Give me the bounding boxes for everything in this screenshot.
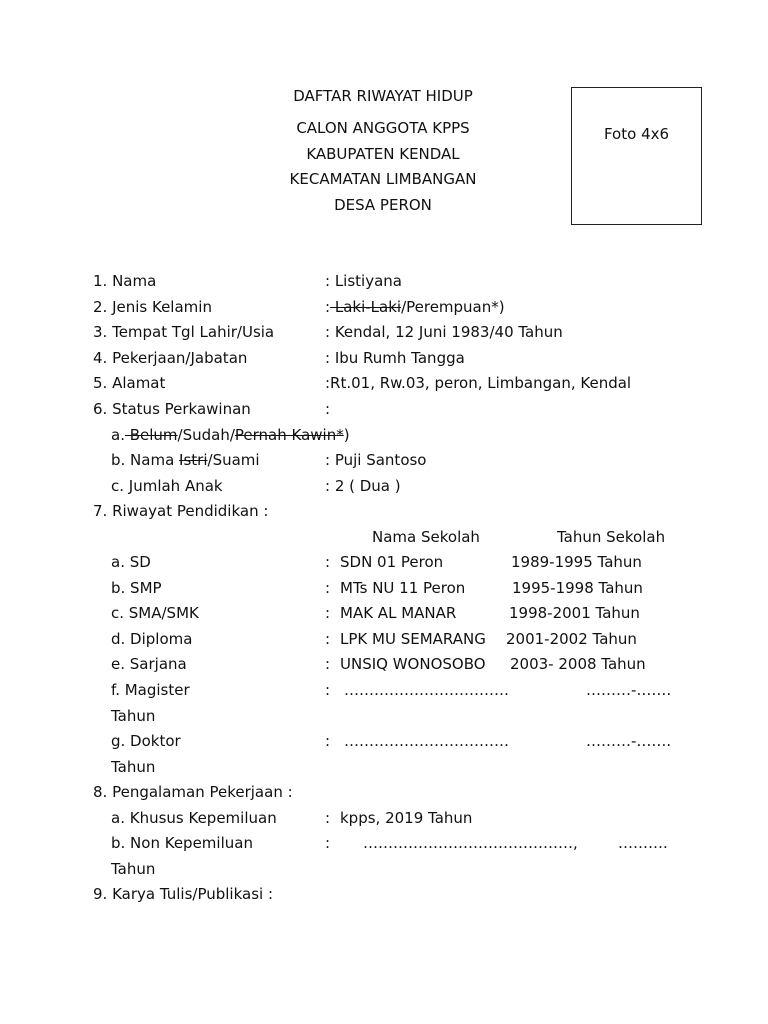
field-jenis-kelamin-value: [325, 298, 505, 316]
status-b-prefix: b. Nama: [111, 451, 180, 469]
publications-heading: 9. Karya Tulis/Publikasi :: [93, 885, 274, 903]
education-row-label: e. Sarjana: [111, 655, 187, 673]
education-row-year: 2001-2002 Tahun: [506, 630, 637, 648]
education-magister-school-blank: ……………………………: [344, 681, 509, 699]
education-row-year: 1998-2001 Tahun: [509, 604, 640, 622]
education-doktor-colon: :: [325, 732, 331, 750]
experience-non-blank: ……………………………………,: [363, 834, 578, 852]
education-row-school: UNSIQ WONOSOBO: [340, 655, 486, 673]
photo-label: Foto 4x6: [603, 125, 670, 143]
education-col-school: Nama Sekolah: [372, 528, 480, 546]
struck-option-pernah-kawin: Pernah Kawin*: [234, 426, 344, 444]
education-row-school: MAK AL MANAR: [340, 604, 457, 622]
education-row-school: SDN 01 Peron: [340, 553, 444, 571]
education-doktor-label: g. Doktor: [111, 732, 181, 750]
doc-subtitle-kpps: CALON ANGGOTA KPPS: [296, 119, 470, 137]
education-row-year: 1995-1998 Tahun: [512, 579, 643, 597]
field-status-b-label: [111, 451, 260, 469]
education-row-label: c. SMA/SMK: [111, 604, 199, 622]
education-row-colon: :: [325, 579, 331, 597]
field-status-b-value: : Puji Santoso: [325, 451, 427, 469]
education-row-colon: :: [325, 604, 331, 622]
education-magister-label: f. Magister: [111, 681, 190, 699]
experience-non-label: b. Non Kepemiluan: [111, 834, 253, 852]
field-alamat-value: :Rt.01, Rw.03, peron, Limbangan, Kendal: [325, 374, 632, 392]
education-row-school: LPK MU SEMARANG: [340, 630, 486, 648]
selected-option-perempuan: /Perempuan*): [401, 298, 505, 316]
education-row-label: d. Diploma: [111, 630, 193, 648]
field-colon: :: [325, 298, 331, 316]
education-row-colon: :: [325, 655, 331, 673]
field-jumlah-anak-value: : 2 ( Dua ): [325, 477, 401, 495]
experience-heading: 8. Pengalaman Pekerjaan :: [93, 783, 293, 801]
struck-option-istri: Istri: [179, 451, 208, 469]
status-a-tail: ): [343, 426, 350, 444]
experience-non-year-blank: ……….: [618, 834, 668, 852]
field-ttl-label: 3. Tempat Tgl Lahir/Usia: [93, 323, 275, 341]
experience-khusus-colon: :: [325, 809, 331, 827]
education-row-label: b. SMP: [111, 579, 162, 597]
experience-khusus-value: kpps, 2019 Tahun: [340, 809, 473, 827]
education-magister-wrap: Tahun: [111, 707, 156, 725]
education-row-colon: :: [325, 553, 331, 571]
education-row-year: 1989-1995 Tahun: [511, 553, 642, 571]
field-nama-value: : Listiyana: [325, 272, 402, 290]
struck-option-belum: Belum: [124, 426, 178, 444]
status-a-prefix: a.: [111, 426, 125, 444]
doc-title: DAFTAR RIWAYAT HIDUP: [293, 87, 473, 105]
selected-option-sudah: /Sudah/: [177, 426, 235, 444]
doc-subtitle-kecamatan: KECAMATAN LIMBANGAN: [289, 170, 477, 188]
education-doktor-wrap: Tahun: [111, 758, 156, 776]
education-magister-year-blank: ………-…….: [586, 681, 672, 699]
experience-non-colon: :: [325, 834, 331, 852]
experience-khusus-label: a. Khusus Kepemiluan: [111, 809, 277, 827]
doc-subtitle-desa: DESA PERON: [334, 196, 432, 214]
education-magister-colon: :: [325, 681, 331, 699]
field-pekerjaan-value: : Ibu Rumh Tangga: [325, 349, 465, 367]
experience-non-wrap: Tahun: [111, 860, 156, 878]
photo-box: [571, 87, 702, 225]
education-doktor-school-blank: ……………………………: [344, 732, 509, 750]
field-status-colon: :: [325, 400, 331, 418]
field-jenis-kelamin-label: 2. Jenis Kelamin: [93, 298, 212, 316]
field-jumlah-anak-label: c. Jumlah Anak: [111, 477, 223, 495]
doc-subtitle-kabupaten: KABUPATEN KENDAL: [306, 145, 460, 163]
education-row-year: 2003- 2008 Tahun: [510, 655, 646, 673]
education-row-label: a. SD: [111, 553, 151, 571]
education-doktor-year-blank: ………-…….: [586, 732, 672, 750]
education-col-year: Tahun Sekolah: [557, 528, 666, 546]
field-status-a: [111, 426, 350, 444]
education-row-colon: :: [325, 630, 331, 648]
field-nama-label: 1. Nama: [93, 272, 157, 290]
struck-option-laki-laki: Laki-Laki: [330, 298, 402, 316]
education-heading: 7. Riwayat Pendidikan :: [93, 502, 269, 520]
field-pekerjaan-label: 4. Pekerjaan/Jabatan: [93, 349, 248, 367]
education-row-school: MTs NU 11 Peron: [340, 579, 466, 597]
field-alamat-label: 5. Alamat: [93, 374, 166, 392]
selected-option-suami: /Suami: [207, 451, 260, 469]
field-status-label: 6. Status Perkawinan: [93, 400, 251, 418]
field-ttl-value: : Kendal, 12 Juni 1983/40 Tahun: [325, 323, 563, 341]
